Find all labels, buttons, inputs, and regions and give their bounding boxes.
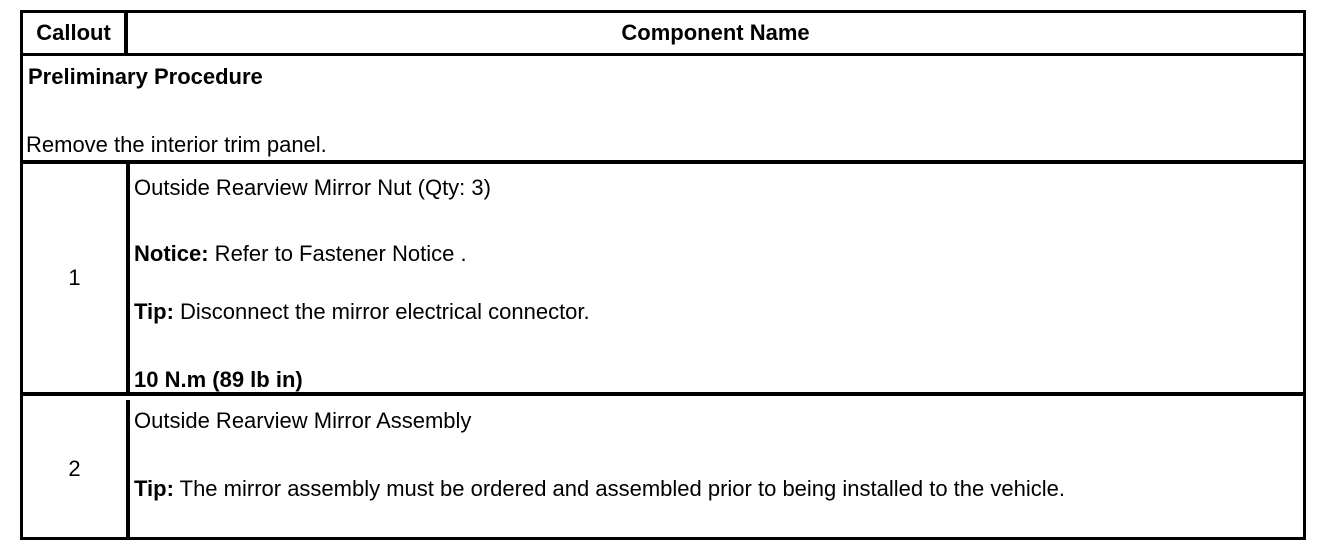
component-name: Outside Rearview Mirror Nut (Qty: 3) bbox=[134, 175, 491, 200]
tip-label: Tip: bbox=[134, 476, 174, 501]
notice-text: Refer to Fastener Notice . bbox=[208, 241, 467, 266]
preliminary-text: Remove the interior trim panel. bbox=[26, 132, 327, 157]
tip-text: Disconnect the mirror electrical connector. bbox=[173, 299, 590, 324]
tip-line bbox=[134, 299, 590, 325]
tip-text: The mirror assembly must be ordered and assembled prior to being installed to the vehicle. bbox=[173, 476, 1065, 501]
header-callout: Callout bbox=[23, 13, 128, 53]
callout-number: 1 bbox=[23, 164, 130, 392]
table-row bbox=[23, 164, 1303, 396]
table-header-row bbox=[23, 13, 1303, 56]
table-row bbox=[23, 400, 1303, 537]
preliminary-procedure-row bbox=[23, 56, 1303, 164]
torque-spec: 10 N.m (89 lb in) bbox=[134, 367, 303, 392]
notice-label: Notice: bbox=[134, 241, 209, 266]
procedure-table bbox=[20, 10, 1306, 540]
tip-label: Tip: bbox=[134, 299, 174, 324]
preliminary-title: Preliminary Procedure bbox=[28, 64, 263, 89]
component-cell bbox=[130, 400, 1303, 537]
callout-number: 2 bbox=[23, 400, 130, 537]
component-cell bbox=[130, 164, 1303, 392]
notice-line bbox=[134, 241, 467, 267]
header-component-name: Component Name bbox=[621, 20, 810, 45]
tip-line bbox=[134, 476, 1065, 502]
component-name: Outside Rearview Mirror Assembly bbox=[134, 408, 472, 433]
